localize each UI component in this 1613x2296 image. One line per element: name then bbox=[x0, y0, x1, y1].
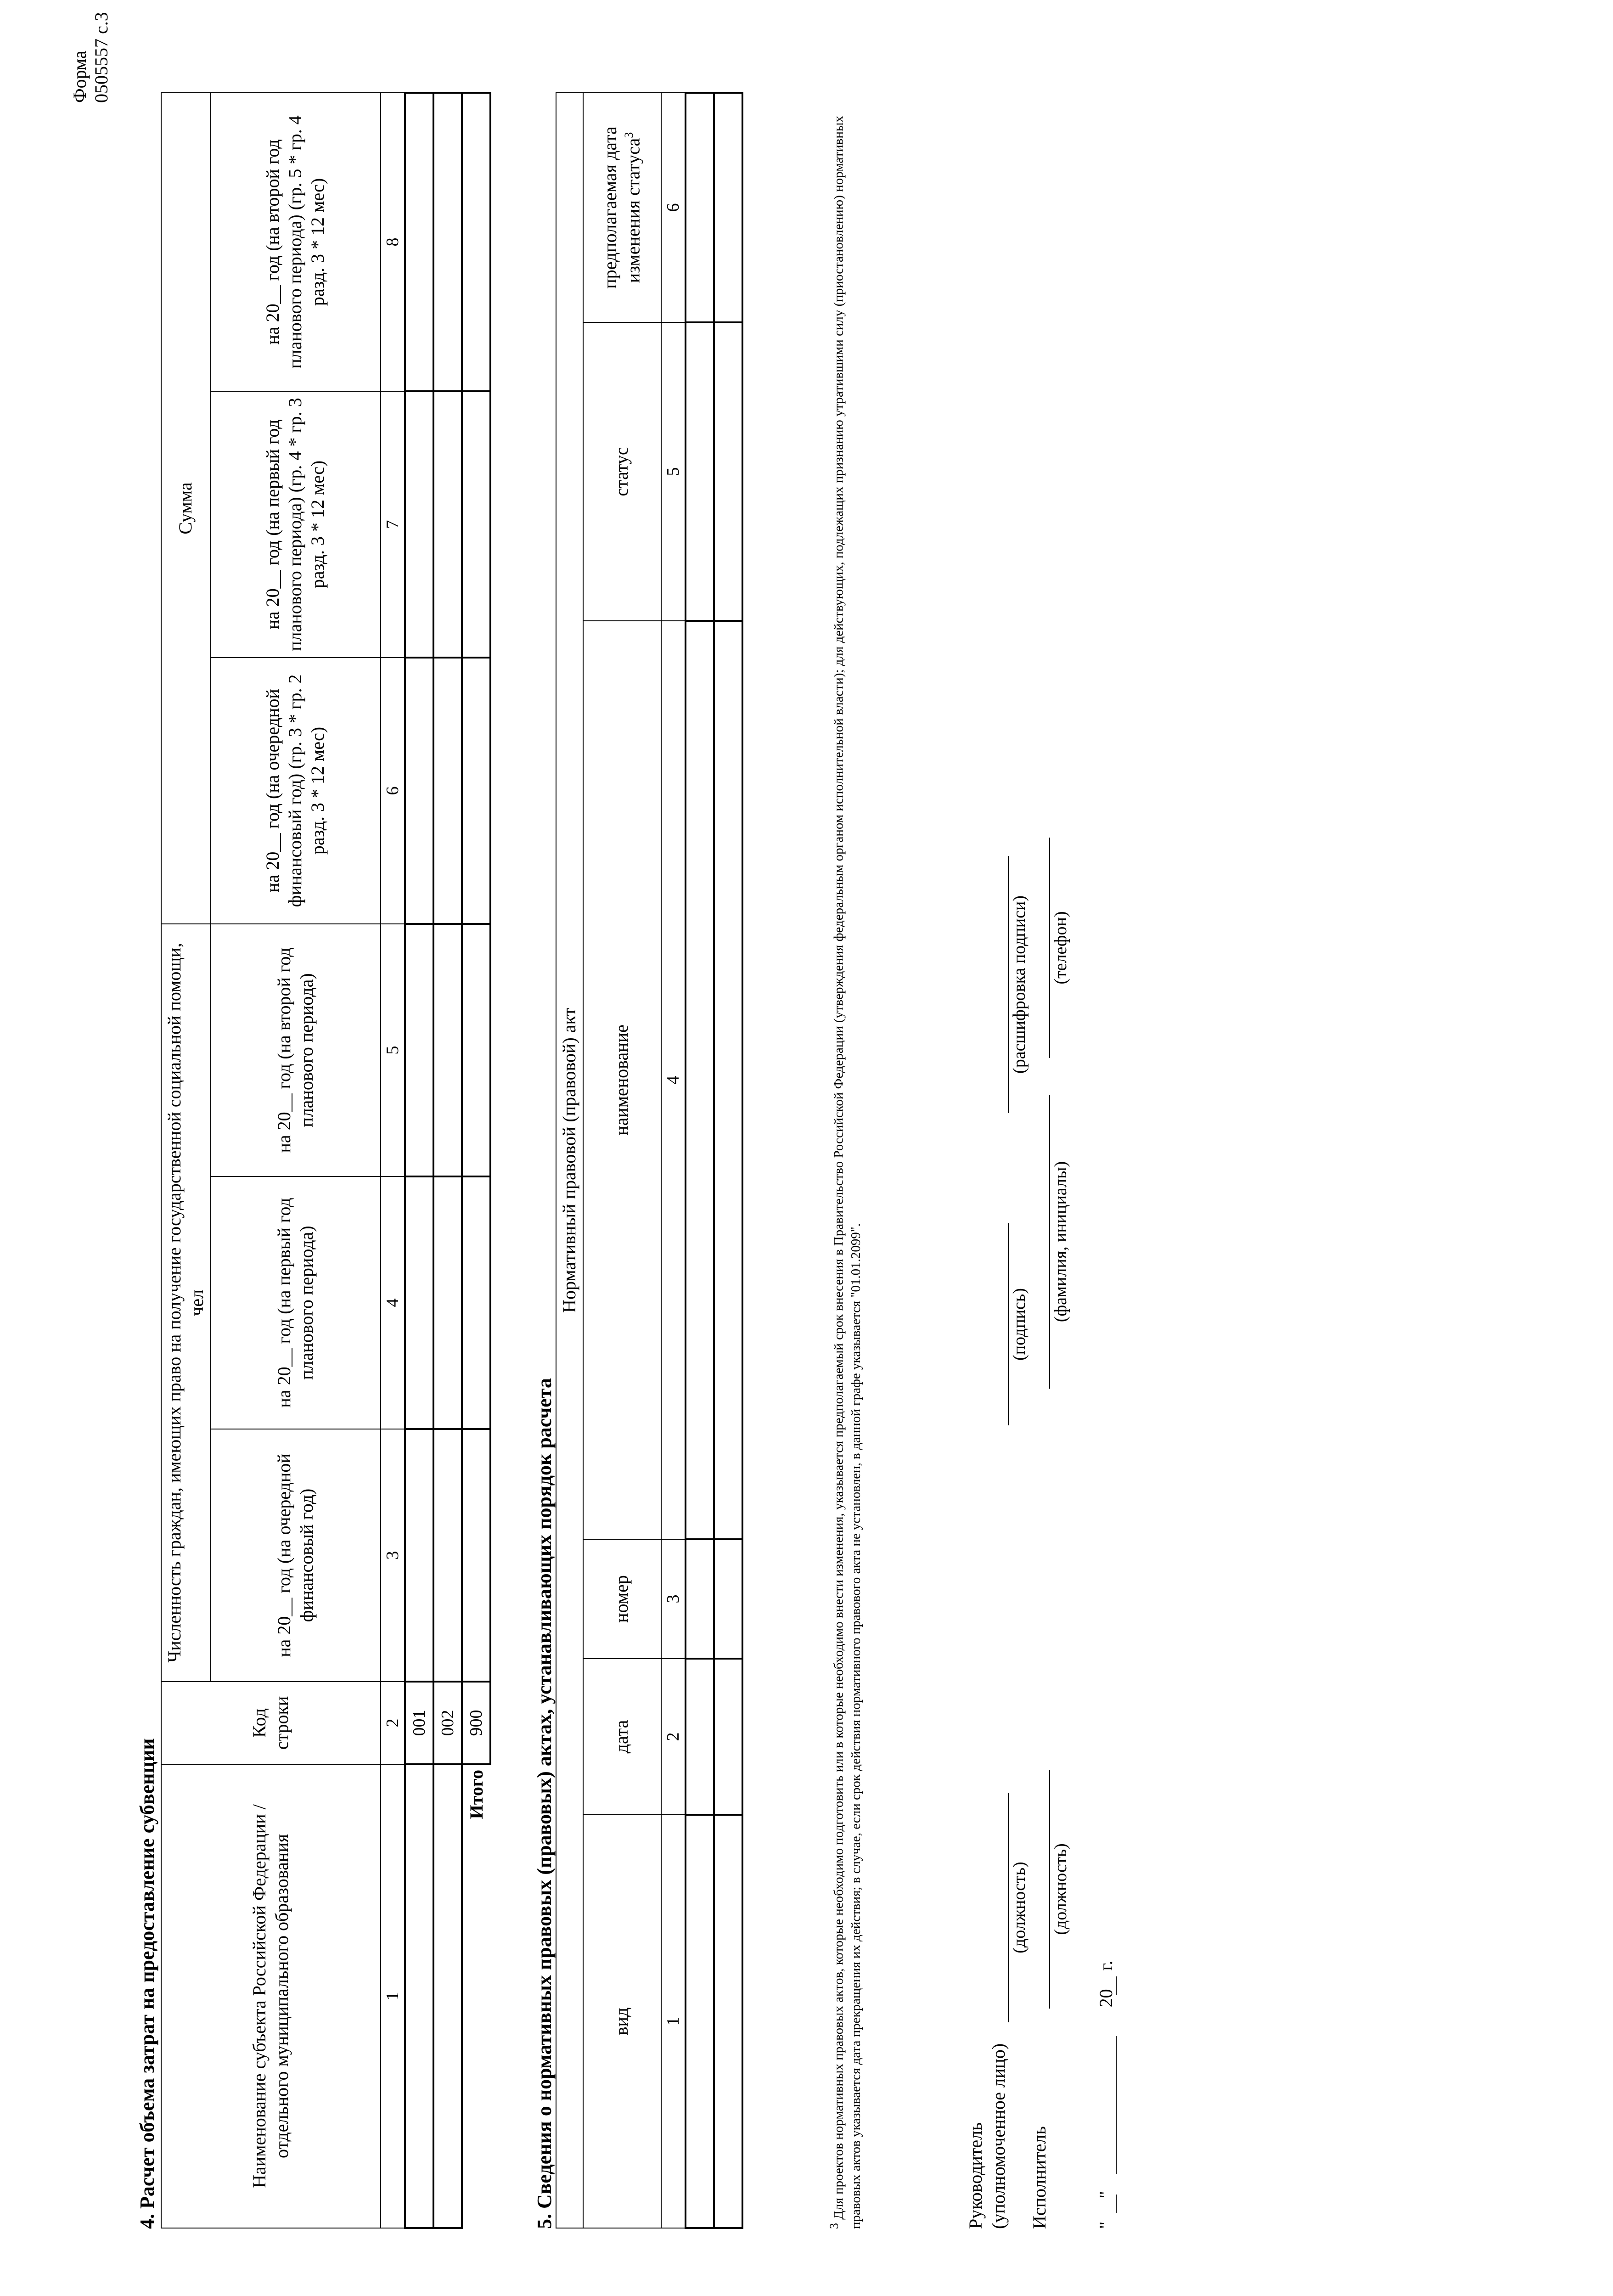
header-status-change-date: предполагаемая дата изменения статуса$^3$ bbox=[583, 93, 661, 322]
colnum-3: 3 bbox=[661, 1539, 686, 1659]
header-sum-3: на 20__ год (на второй год планового периода) (гр. 5 * гр. 4 разд. 3 * 12 мес) bbox=[211, 93, 381, 391]
header-sum-1: на 20__ год (на очередной финансовый год) (гр. 3 * гр. 2 разд. 3 * 12 мес) bbox=[211, 658, 381, 924]
cell-value bbox=[462, 924, 490, 1176]
cell bbox=[686, 322, 714, 621]
head-position-caption: (должность) bbox=[1010, 1862, 1029, 1953]
cell-value bbox=[462, 1429, 490, 1682]
table-row bbox=[686, 93, 714, 2228]
cell bbox=[686, 1539, 714, 1659]
header-group-sum: Сумма bbox=[161, 93, 211, 924]
header-group-count: Численность граждан, имеющих право на получение государственной социальной помощи, чел bbox=[161, 924, 211, 1682]
header-count-2: на 20__ год (на первый год планового периода) bbox=[211, 1176, 381, 1429]
header-name: Наименование субъекта Российской Федерации / отдельного муниципального образования bbox=[161, 1764, 381, 2228]
cell bbox=[686, 1659, 714, 1815]
executor-position-caption: (должность) bbox=[1051, 1843, 1070, 1935]
cell-value bbox=[405, 391, 433, 658]
date-month-line bbox=[1116, 2036, 1117, 2174]
section5-table bbox=[556, 92, 743, 2229]
date-year-line bbox=[1116, 1976, 1117, 1995]
executor-position-line bbox=[1049, 1770, 1050, 2009]
colnum-2: 2 bbox=[661, 1659, 686, 1815]
cell bbox=[686, 621, 714, 1539]
form-number: Форма 0505557 с.3 bbox=[69, 12, 112, 103]
header-kind: вид bbox=[583, 1815, 661, 2228]
total-row bbox=[462, 93, 490, 2228]
executor-name-line bbox=[1049, 1095, 1050, 1389]
cell-value bbox=[405, 1429, 433, 1682]
cell-value bbox=[433, 924, 462, 1176]
date-line: " " 20 г. bbox=[1096, 1960, 1116, 2229]
table-row bbox=[405, 93, 433, 2228]
footnote bbox=[826, 94, 865, 2229]
head-position-line bbox=[1008, 1793, 1009, 2022]
cell-value bbox=[433, 1176, 462, 1429]
cell-value bbox=[405, 1176, 433, 1429]
section4-table bbox=[161, 92, 491, 2229]
executor-phone-line bbox=[1049, 838, 1050, 1058]
colnum-8: 8 bbox=[381, 93, 405, 391]
row-code: 900 bbox=[462, 1682, 490, 1764]
header-status: статус bbox=[583, 322, 661, 621]
table-row bbox=[714, 93, 742, 2228]
executor-label: Исполнитель bbox=[1029, 2126, 1050, 2229]
footnote-text: Для проектов нормативных правовых актов, которые необходимо подготовить или в которые необходимо внести изменения, указывается предполагаемый срок внесения в Правительство Российской Федерации (утверждения федеральным органом исполнительной власти); для действующих, подлежащих признанию утратившими силу (приостановлению) нормативных правовых актов указывается дата прекращения их действия; в случае, если срок действия нормативного правового акта не установлен, в данной графе указывается "01.01.2099". bbox=[831, 116, 864, 2229]
head-signature-line bbox=[1008, 1223, 1009, 1425]
colnum-5: 5 bbox=[381, 924, 405, 1176]
cell-value bbox=[462, 391, 490, 658]
head-signature-caption: (подпись) bbox=[1010, 1288, 1029, 1361]
head-label: Руководитель (уполномоченное лицо) bbox=[965, 2043, 1009, 2229]
colnum-7: 7 bbox=[381, 391, 405, 658]
executor-phone-caption: (телефон) bbox=[1051, 911, 1070, 985]
cell-value bbox=[405, 658, 433, 924]
header-title: наименование bbox=[583, 621, 661, 1539]
cell bbox=[714, 1815, 742, 2228]
cell bbox=[714, 93, 742, 322]
head-decoding-line bbox=[1008, 856, 1009, 1113]
row-code: 002 bbox=[433, 1682, 462, 1764]
colnum-4: 4 bbox=[381, 1176, 405, 1429]
cell-value bbox=[405, 93, 433, 391]
section5-title: 5. Сведения о нормативных правовых (правовых) актах, устанавливающих порядок расчета bbox=[533, 1378, 556, 2229]
date-day-line bbox=[1116, 2195, 1117, 2213]
cell bbox=[686, 93, 714, 322]
header-count-3: на 20__ год (на второй год планового периода) bbox=[211, 924, 381, 1176]
cell-value bbox=[433, 1429, 462, 1682]
colnum-1: 1 bbox=[381, 1764, 405, 2228]
cell-value bbox=[433, 93, 462, 391]
cell-value bbox=[433, 391, 462, 658]
total-label: Итого bbox=[466, 1770, 487, 1819]
cell bbox=[714, 1659, 742, 1815]
table-row bbox=[433, 93, 462, 2228]
header-sum-2: на 20__ год (на первый год планового периода) (гр. 4 * гр. 3 разд. 3 * 12 мес) bbox=[211, 391, 381, 658]
colnum-1: 1 bbox=[661, 1815, 686, 2228]
footnote-ref: 3 bbox=[622, 132, 636, 138]
cell-value bbox=[462, 93, 490, 391]
header-count-1: на 20__ год (на очередной финансовый год) bbox=[211, 1429, 381, 1682]
header-code: Код строки bbox=[161, 1682, 381, 1764]
cell-name bbox=[433, 1764, 462, 2228]
section4-title: 4. Расчет объема затрат на предоставление субвенции bbox=[136, 1738, 158, 2229]
cell-value bbox=[433, 658, 462, 924]
colnum-3: 3 bbox=[381, 1429, 405, 1682]
cell-value bbox=[405, 924, 433, 1176]
row-code: 001 bbox=[405, 1682, 433, 1764]
header-date: дата bbox=[583, 1659, 661, 1815]
footnote-mark: 3 bbox=[827, 2223, 841, 2229]
colnum-2: 2 bbox=[381, 1682, 405, 1764]
colnum-6: 6 bbox=[661, 93, 686, 322]
cell bbox=[714, 621, 742, 1539]
head-decoding-caption: (расшифровка подписи) bbox=[1010, 895, 1029, 1074]
colnum-6: 6 bbox=[381, 658, 405, 924]
cell-name bbox=[405, 1764, 433, 2228]
cell-value bbox=[462, 1176, 490, 1429]
cell-value bbox=[462, 658, 490, 924]
header-act-group: Нормативный правовой (правовой) акт bbox=[556, 93, 583, 2228]
cell bbox=[714, 322, 742, 621]
cell bbox=[714, 1539, 742, 1659]
colnum-4: 4 bbox=[661, 621, 686, 1539]
cell bbox=[686, 1815, 714, 2228]
colnum-5: 5 bbox=[661, 322, 686, 621]
executor-name-caption: (фамилия, инициалы) bbox=[1051, 1161, 1070, 1322]
header-number: номер bbox=[583, 1539, 661, 1659]
